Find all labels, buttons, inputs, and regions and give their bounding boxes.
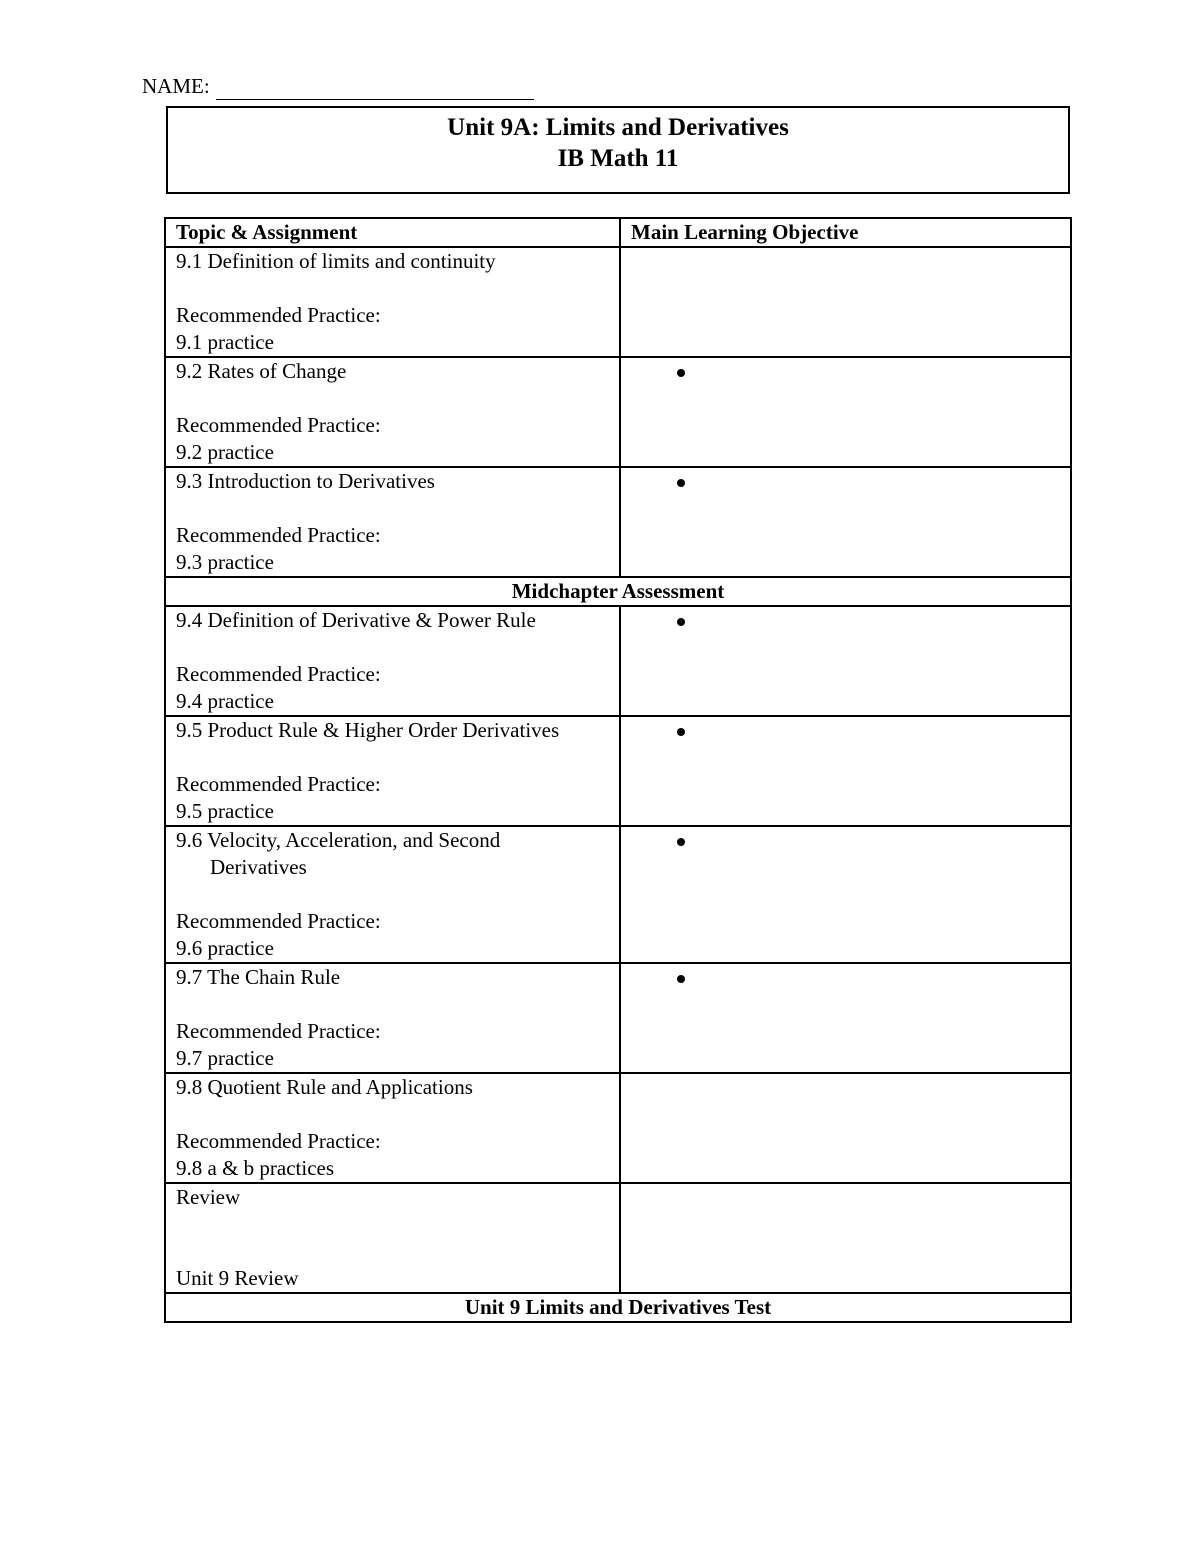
practice-item: Unit 9 Review xyxy=(176,1266,299,1290)
topic-title: 9.6 Velocity, Acceleration, and Second xyxy=(176,828,501,852)
table-row xyxy=(165,606,1071,716)
topic-title-continued: Derivatives xyxy=(210,855,307,879)
topic-title: 9.7 The Chain Rule xyxy=(176,965,341,989)
objective-cell[interactable] xyxy=(620,357,1071,467)
topic-cell xyxy=(165,826,620,963)
name-blank-line[interactable] xyxy=(216,81,534,100)
topic-cell xyxy=(165,247,620,357)
bullet-icon xyxy=(677,838,685,846)
col-header-topic: Topic & Assignment xyxy=(165,218,620,247)
bullet-icon xyxy=(677,479,685,487)
col-header-objective: Main Learning Objective xyxy=(620,218,1071,247)
practice-item: 9.7 practice xyxy=(176,1046,274,1070)
objective-bullet xyxy=(669,827,1060,854)
objective-bullet xyxy=(669,607,1060,634)
practice-item: 9.1 practice xyxy=(176,330,274,354)
objective-cell[interactable] xyxy=(620,826,1071,963)
unit-schedule-table xyxy=(164,217,1072,1323)
objective-bullet xyxy=(669,964,1060,991)
practice-item: 9.6 practice xyxy=(176,936,274,960)
topic-title: 9.5 Product Rule & Higher Order Derivatives xyxy=(176,718,560,742)
practice-item: 9.3 practice xyxy=(176,550,274,574)
practice-label: Recommended Practice: xyxy=(176,772,381,796)
topic-cell xyxy=(165,1183,620,1293)
midchapter-assessment: Midchapter Assessment xyxy=(165,577,1071,606)
name-field xyxy=(142,72,534,100)
topic-cell xyxy=(165,357,620,467)
practice-item: 9.4 practice xyxy=(176,689,274,713)
bullet-icon xyxy=(677,369,685,377)
objective-cell[interactable] xyxy=(620,467,1071,577)
practice-item: 9.2 practice xyxy=(176,440,274,464)
unit-test: Unit 9 Limits and Derivatives Test xyxy=(165,1293,1071,1322)
midchapter-row xyxy=(165,577,1071,606)
table-row xyxy=(165,716,1071,826)
objective-bullet xyxy=(669,717,1060,744)
practice-label: Recommended Practice: xyxy=(176,523,381,547)
bullet-icon xyxy=(677,618,685,626)
objective-cell[interactable] xyxy=(620,1183,1071,1293)
topic-cell xyxy=(165,1073,620,1183)
table-row xyxy=(165,1183,1071,1293)
topic-cell xyxy=(165,467,620,577)
topic-title: Review xyxy=(176,1185,241,1209)
topic-title: 9.3 Introduction to Derivatives xyxy=(176,469,435,493)
topic-title: 9.2 Rates of Change xyxy=(176,359,347,383)
topic-title: 9.4 Definition of Derivative & Power Rule xyxy=(176,608,536,632)
practice-label: Recommended Practice: xyxy=(176,909,381,933)
test-row xyxy=(165,1293,1071,1322)
name-label: NAME: xyxy=(142,74,210,98)
topic-title: 9.1 Definition of limits and continuity xyxy=(176,249,496,273)
objective-bullet xyxy=(669,358,1060,385)
objective-cell[interactable] xyxy=(620,716,1071,826)
table-row xyxy=(165,826,1071,963)
objective-bullet xyxy=(669,468,1060,495)
bullet-icon xyxy=(677,975,685,983)
topic-cell xyxy=(165,606,620,716)
practice-label: Recommended Practice: xyxy=(176,662,381,686)
practice-label: Recommended Practice: xyxy=(176,303,381,327)
practice-item: 9.5 practice xyxy=(176,799,274,823)
table-row xyxy=(165,247,1071,357)
objective-cell[interactable] xyxy=(620,963,1071,1073)
table-row xyxy=(165,467,1071,577)
unit-title: Unit 9A: Limits and Derivatives xyxy=(447,114,789,141)
practice-label: Recommended Practice: xyxy=(176,1129,381,1153)
course-title: IB Math 11 xyxy=(557,145,679,172)
topic-cell xyxy=(165,963,620,1073)
table-row xyxy=(165,357,1071,467)
practice-item: 9.8 a & b practices xyxy=(176,1156,335,1180)
objective-cell[interactable] xyxy=(620,1073,1071,1183)
table-row xyxy=(165,1073,1071,1183)
bullet-icon xyxy=(677,728,685,736)
objective-cell[interactable] xyxy=(620,247,1071,357)
topic-title: 9.8 Quotient Rule and Applications xyxy=(176,1075,473,1099)
objective-cell[interactable] xyxy=(620,606,1071,716)
table-row xyxy=(165,963,1071,1073)
topic-cell xyxy=(165,716,620,826)
title-box xyxy=(166,106,1070,194)
table-header-row xyxy=(165,218,1071,247)
practice-label: Recommended Practice: xyxy=(176,413,381,437)
practice-label: Recommended Practice: xyxy=(176,1019,381,1043)
